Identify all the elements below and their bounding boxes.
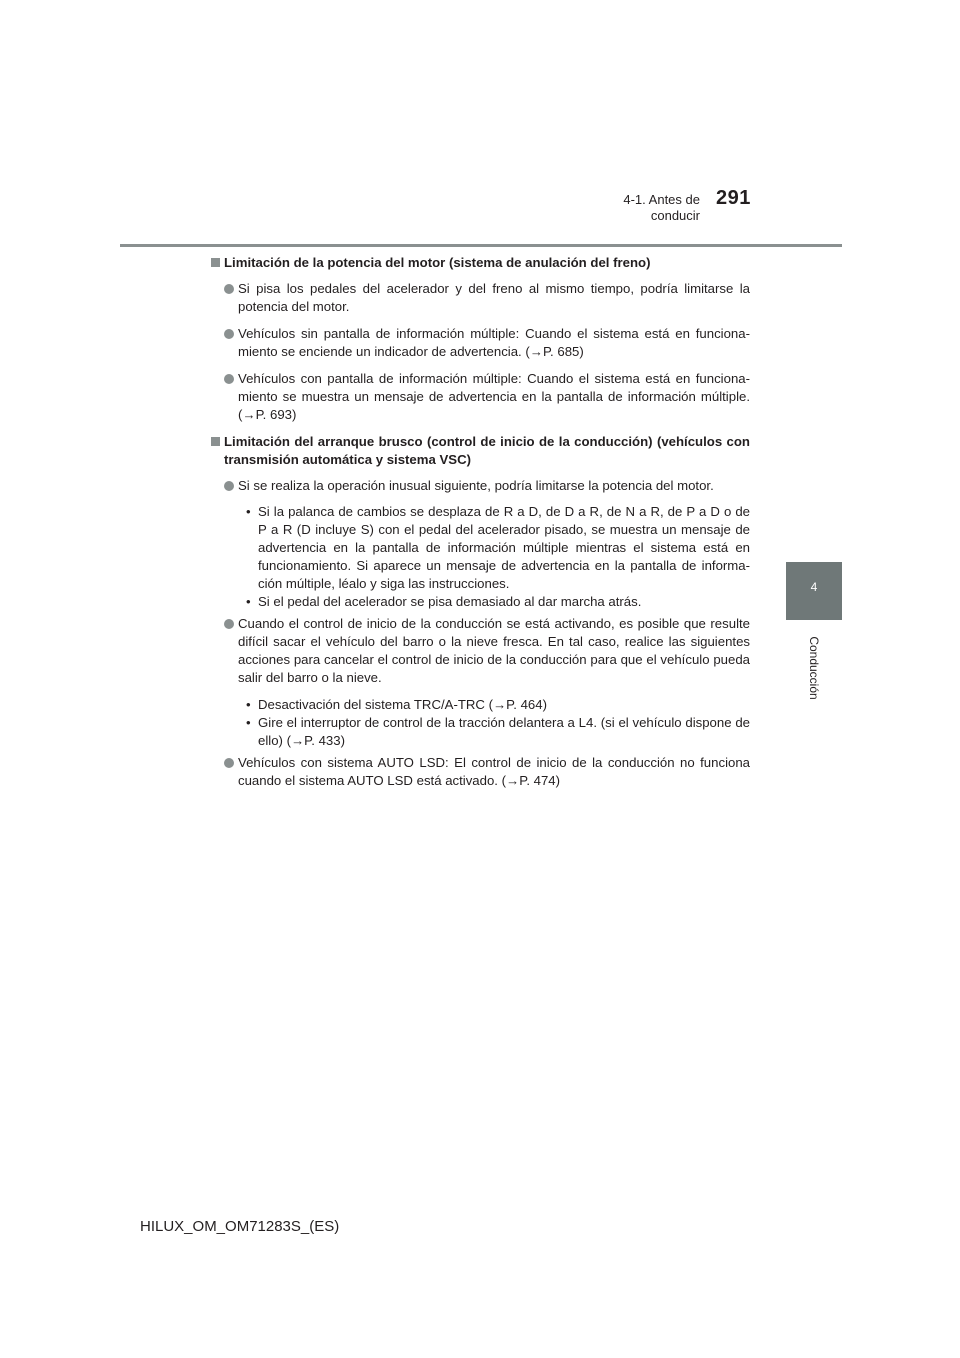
sub-list-item xyxy=(210,714,750,750)
section-title: 4-1. Antes de conducir xyxy=(623,192,700,223)
circle-bullet-icon xyxy=(224,374,234,384)
list-item-text: Si se realiza la operación inusual siguiente, podría limitarse la potencia del motor. xyxy=(238,478,714,493)
circle-bullet-icon xyxy=(224,619,234,629)
section-drive-start-control xyxy=(210,433,750,790)
list-item-text: Si pisa los pedales del acelerador y del freno al mismo tiempo, podría limitarse la potencia del motor. xyxy=(238,281,750,314)
sub-list-item xyxy=(210,503,750,593)
chapter-tab[interactable] xyxy=(786,562,842,620)
circle-bullet-icon xyxy=(224,329,234,339)
list-item xyxy=(210,280,750,316)
sub-list xyxy=(210,696,750,750)
sub-list-item xyxy=(210,696,750,714)
section-heading xyxy=(210,254,750,272)
header-divider xyxy=(120,244,842,247)
list-item-text: Vehículos sin pantalla de información múltiple: Cuando el sistema está en funciona-miento se enciende un indicador de advertencia. (→P. 685) xyxy=(238,326,750,359)
list-item xyxy=(210,370,750,424)
sub-list-item xyxy=(210,593,750,611)
list-item-text: Vehículos con pantalla de información múltiple: Cuando el sistema está en funciona-miento se muestra un mensaje de advertencia en la pantalla de información múltiple. (→P. 693) xyxy=(238,371,750,422)
page-content xyxy=(210,254,750,799)
dot-bullet-icon: • xyxy=(246,504,251,519)
square-bullet-icon xyxy=(211,258,220,267)
list-item xyxy=(210,754,750,790)
dot-bullet-icon: • xyxy=(246,594,251,609)
sub-list-item-text: Si el pedal del acelerador se pisa demasiado al dar marcha atrás. xyxy=(258,594,642,609)
list-item-text: Vehículos con sistema AUTO LSD: El control de inicio de la conducción no funciona cuando el sistema AUTO LSD está activado. (→P. 474) xyxy=(238,755,750,788)
list-item xyxy=(210,325,750,361)
sub-list xyxy=(210,503,750,611)
chapter-tab-number: 4 xyxy=(810,580,818,594)
section-heading-text: Limitación de la potencia del motor (sistema de anulación del freno) xyxy=(224,255,651,270)
circle-bullet-icon xyxy=(224,284,234,294)
document-code: HILUX_OM_OM71283S_(ES) xyxy=(140,1218,340,1235)
list-item-text: Cuando el control de inicio de la conducción se está activando, es posible que resulte difícil sacar el vehículo del barro o la nieve fresca. En tal caso, realice las siguientes acciones para cancelar el control de inicio de la conducción para que el vehículo pueda salir del barro o la nieve. xyxy=(238,616,750,685)
square-bullet-icon xyxy=(211,437,220,446)
sub-list-item-text: Si la palanca de cambios se desplaza de R a D, de D a R, de N a R, de P a D o de P a R (D incluye S) con el pedal del acelerador pisado, se muestra un mensaje de advertencia en la pantalla de información múltiple mientras el sistema está en funcionamiento. Si aparece un mensaje de advertencia en la pantalla de informa-ción múltiple, léalo y siga las instrucciones. xyxy=(258,504,750,591)
list-item xyxy=(210,477,750,495)
circle-bullet-icon xyxy=(224,758,234,768)
page-number: 291 xyxy=(716,187,751,209)
section-engine-power-limit xyxy=(210,254,750,424)
section-heading-text: Limitación del arranque brusco (control de inicio de la conducción) (vehículos con transmisión automática y sistema VSC) xyxy=(224,434,750,467)
circle-bullet-icon xyxy=(224,481,234,491)
sub-list-item-text: Desactivación del sistema TRC/A-TRC (→P. 464) xyxy=(258,697,547,712)
sub-list-item-text: Gire el interruptor de control de la tracción delantera a L4. (si el vehículo dispone de ello) (→P. 433) xyxy=(258,715,750,748)
dot-bullet-icon: • xyxy=(246,715,251,730)
list-item xyxy=(210,615,750,687)
section-heading xyxy=(210,433,750,469)
chapter-tab-label: Conducción xyxy=(807,636,821,700)
dot-bullet-icon: • xyxy=(246,697,251,712)
